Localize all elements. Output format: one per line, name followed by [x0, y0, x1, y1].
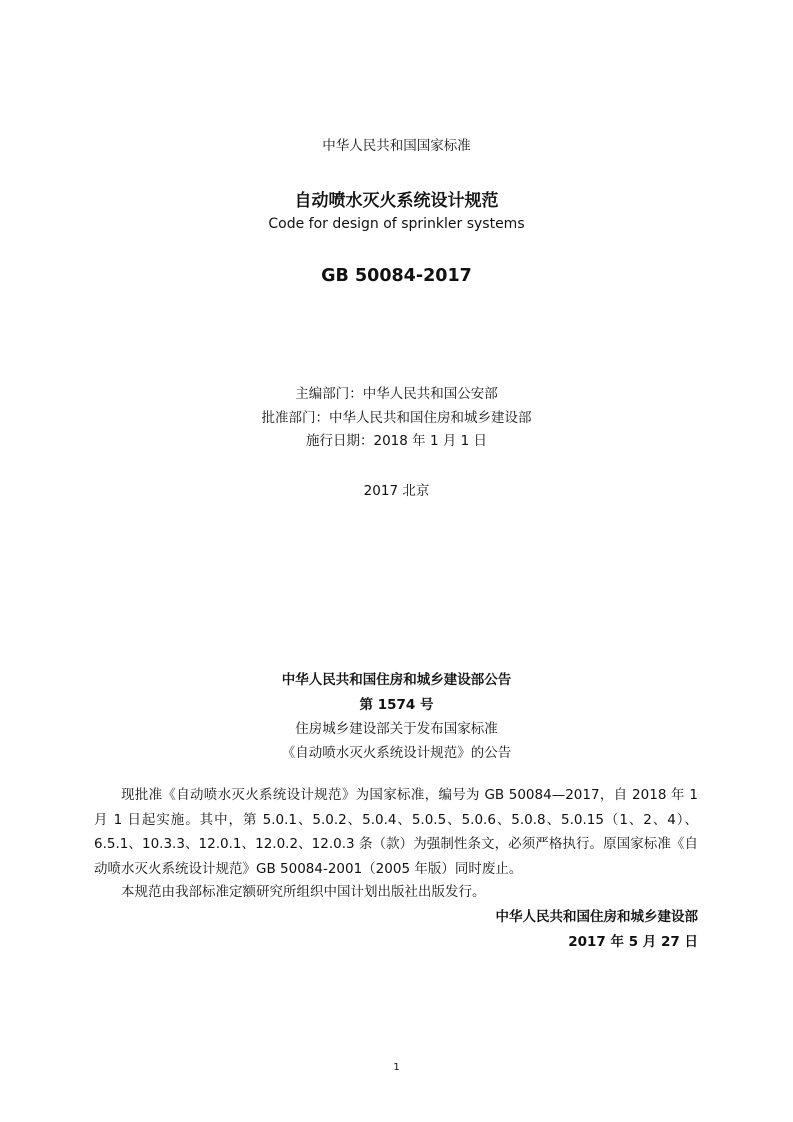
notice-paragraph-1: 现批准《自动喷水灭火系统设计规范》为国家标准，编号为 GB 50084—2017，自 2018 年 1 月 1 日起实施。其中，第 5.0.1、5.0.2、5.0.4、5.0.5、5.0.6、5.0.8、5.0.15（1、2、4）、6.5.1、10.3.3、12.0.1、12.0.2、12.0.3 条（款）为强制性条文，必须严格执行。原国家标准《自动喷水灭火系统设计规范》GB 50084-2001（2005 年版）同时废止。 — [94, 787, 698, 877]
notice-title: 中华人民共和国住房和城乡建设部公告 — [281, 672, 512, 688]
document-title-english: Code for design of sprinkler systems — [268, 216, 525, 232]
editor-department: 主编部门：中华人民共和国公安部 — [295, 386, 498, 402]
notice-paragraph-2: 本规范由我部标准定额研究所组织中国计划出版社出版发行。 — [121, 884, 486, 900]
page-number: 1 — [393, 1062, 400, 1073]
standard-series: 中华人民共和国国家标准 — [322, 138, 471, 154]
notice-subtitle-line1: 住房城乡建设部关于发布国家标准 — [295, 721, 498, 737]
publication-info: 2017 北京 — [363, 483, 430, 499]
effective-date: 施行日期：2018 年 1 月 1 日 — [306, 433, 487, 449]
standard-code: GB 50084-2017 — [321, 266, 472, 286]
notice-signature: 中华人民共和国住房和城乡建设部 — [495, 909, 698, 925]
notice-date: 2017 年 5 月 27 日 — [568, 934, 698, 950]
notice-subtitle-line2: 《自动喷水灭火系统设计规范》的公告 — [281, 745, 512, 761]
approval-department: 批准部门：中华人民共和国住房和城乡建设部 — [261, 410, 532, 426]
document-title: 自动喷水灭火系统设计规范 — [294, 191, 499, 211]
notice-number: 第 1574 号 — [359, 697, 434, 713]
